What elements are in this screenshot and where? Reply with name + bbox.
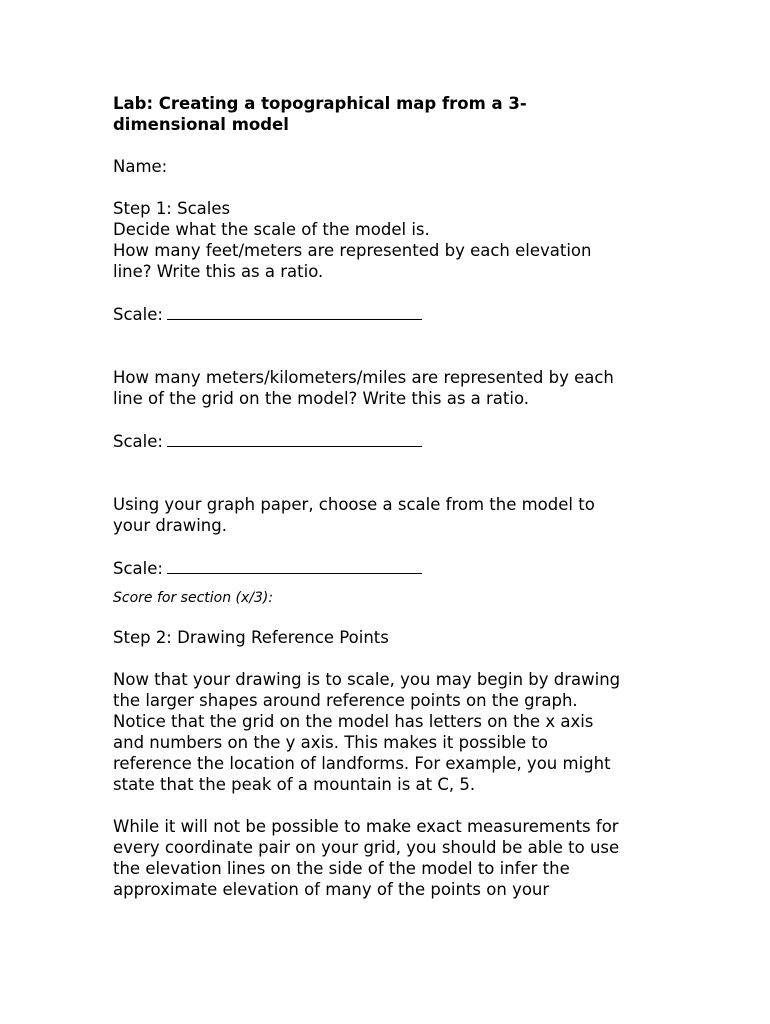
step2-para2-line: the elevation lines on the side of the model to infer the <box>113 859 570 878</box>
step1-text-line: Using your graph paper, choose a scale from the model to <box>113 495 595 514</box>
document-content <box>113 93 673 900</box>
name-label: Name: <box>113 157 168 176</box>
step2-heading: Step 2: Drawing Reference Points <box>113 628 389 647</box>
scale-field-3 <box>113 557 673 579</box>
scale-field-2 <box>113 430 673 452</box>
scale-label: Scale: <box>113 559 163 578</box>
step1-text-line: How many feet/meters are represented by each elevation <box>113 241 592 260</box>
step2-para1-line: Notice that the grid on the model has letters on the x axis <box>113 712 594 731</box>
step2-para2-line: While it will not be possible to make exact measurements for <box>113 817 619 836</box>
step2-para1-line: the larger shapes around reference points on the graph. <box>113 691 578 710</box>
scale-blank-line <box>167 430 422 447</box>
scale-label: Scale: <box>113 305 163 324</box>
step1-heading: Step 1: Scales <box>113 199 231 218</box>
scale-blank-line <box>167 303 422 320</box>
step1-text-line: line of the grid on the model? Write this as a ratio. <box>113 389 530 408</box>
step2-para1-line: Now that your drawing is to scale, you may begin by drawing <box>113 670 621 689</box>
step2-para2-line: approximate elevation of many of the points on your <box>113 880 550 899</box>
scale-label: Scale: <box>113 432 163 451</box>
step1-text-line: line? Write this as a ratio. <box>113 262 324 281</box>
step1-text-line: your drawing. <box>113 516 227 535</box>
step2-para1-line: state that the peak of a mountain is at C, 5. <box>113 775 476 794</box>
step2-para1-line: reference the location of landforms. For example, you might <box>113 754 611 773</box>
step1-text-line: How many meters/kilometers/miles are represented by each <box>113 368 614 387</box>
document-title: Lab: Creating a topographical map from a 3-dimensional model <box>113 94 527 134</box>
section-score: Score for section (x/3): <box>113 590 274 606</box>
scale-field-1 <box>113 303 673 325</box>
step1-text-line: Decide what the scale of the model is. <box>113 220 430 239</box>
step2-para1-line: and numbers on the y axis. This makes it possible to <box>113 733 548 752</box>
step2-para2-line: every coordinate pair on your grid, you should be able to use <box>113 838 620 857</box>
scale-blank-line <box>167 557 422 574</box>
